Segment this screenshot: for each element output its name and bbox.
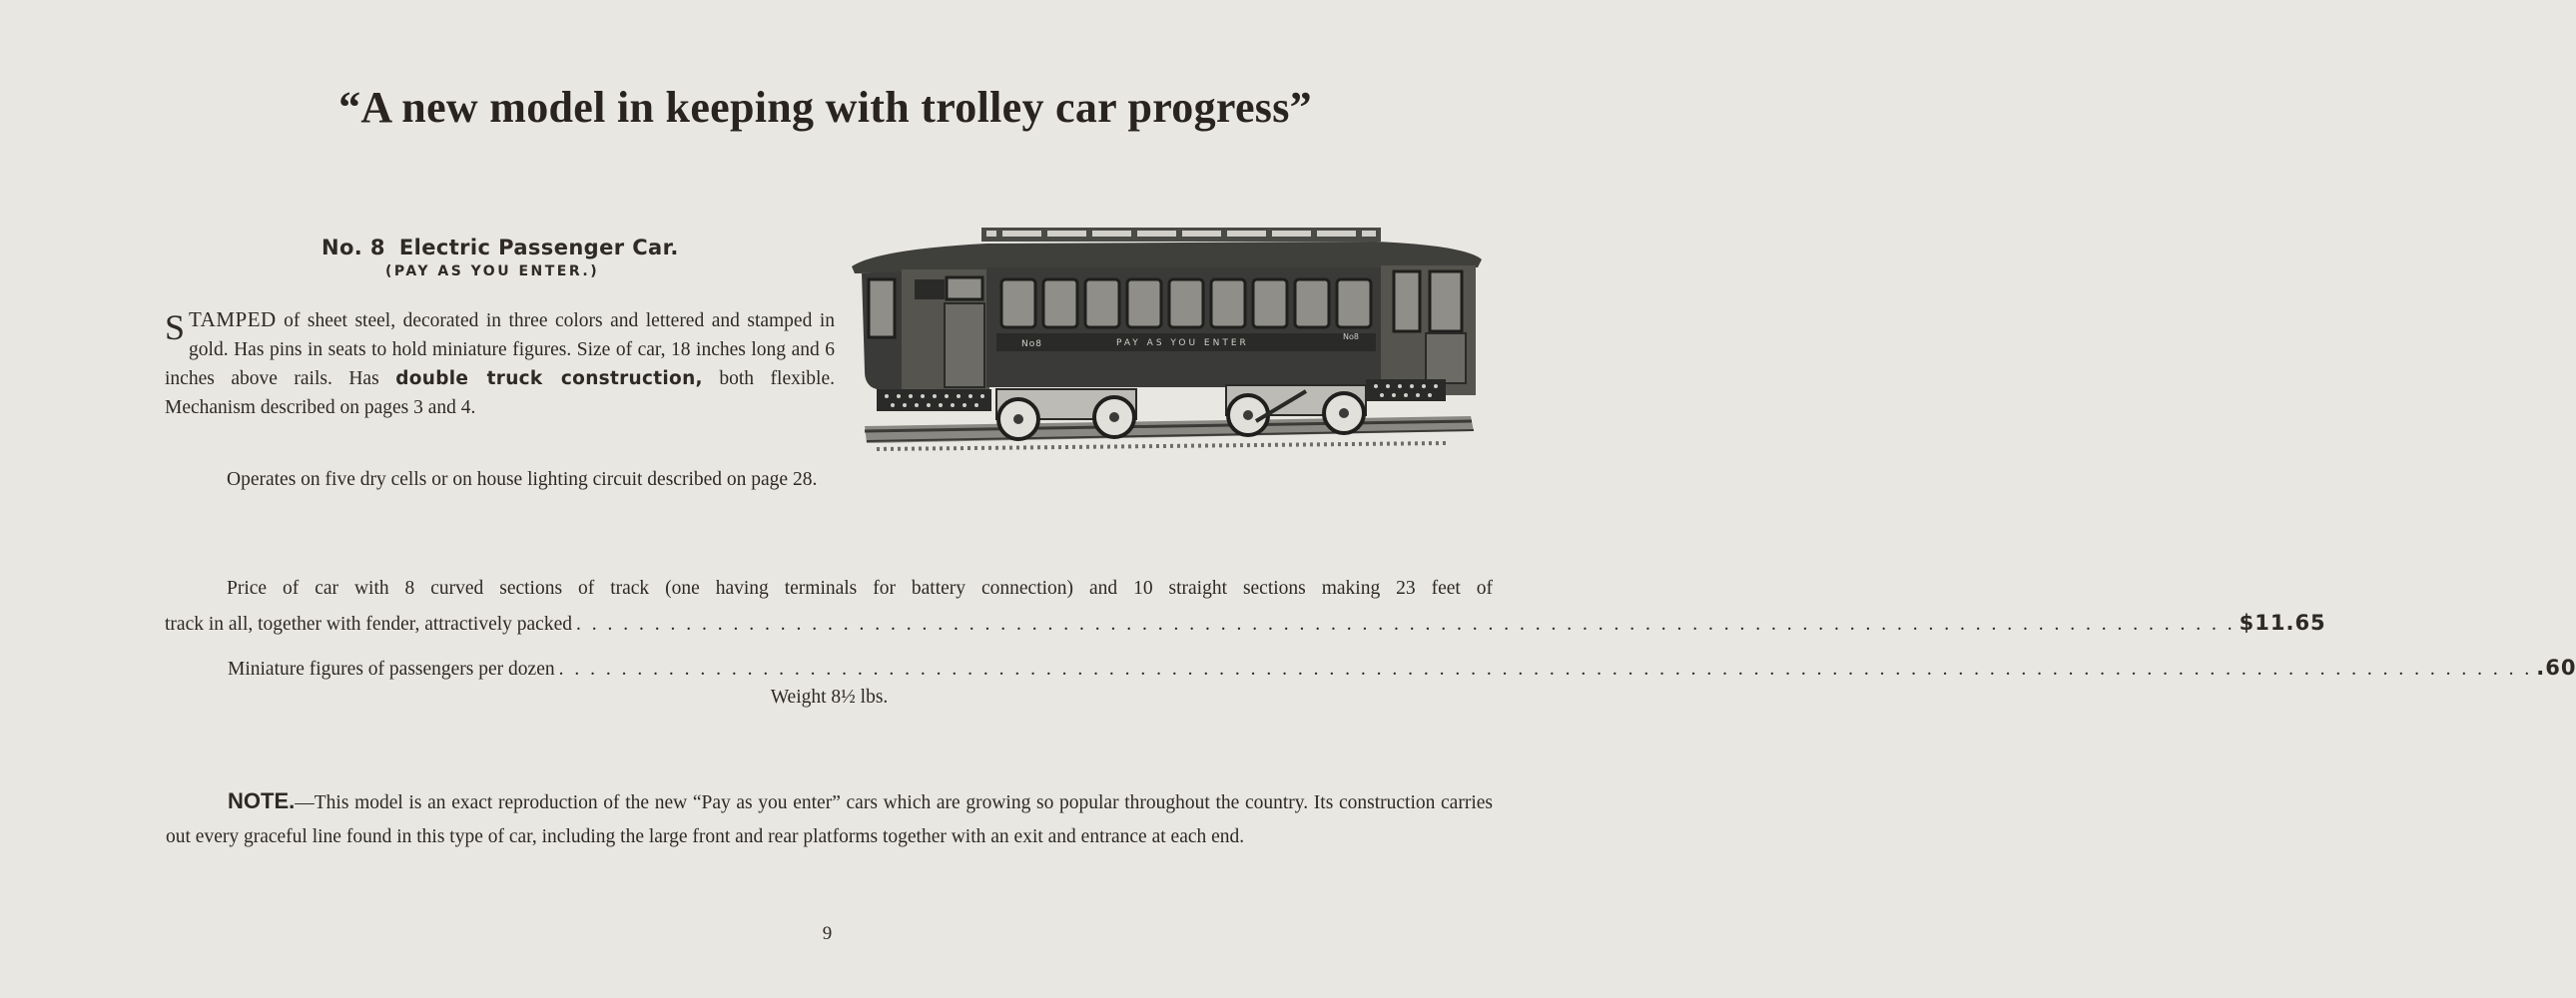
description-text-2: both flexible. Mechanism described on pages 3 and 4. bbox=[165, 368, 835, 418]
dot-leader: . . . . . . . . . . . . . . . . . . . . . . . . . . . . . . . . . . . . . . . . . . . . . . . . . . . . . . . . . . . . . . . . . . . . . . . . . . . . . . . . . . . . . . . . . . . . . . . . . . . . . . . . . . bbox=[576, 614, 2236, 635]
car-price-block bbox=[165, 571, 2326, 642]
figures-price-block bbox=[228, 651, 2576, 687]
drop-cap: S bbox=[165, 307, 186, 347]
description-paragraph bbox=[165, 305, 835, 422]
car-number-left: No8 bbox=[1021, 339, 1042, 349]
figures-price-row bbox=[228, 651, 2576, 687]
note-paragraph bbox=[166, 784, 1493, 854]
figures-price: .60 bbox=[2536, 656, 2576, 680]
product-heading bbox=[322, 236, 679, 259]
car-price-line-1: Price of car with 8 curved sections of track (one having terminals for battery connection) and 10 straight sections making 23 feet of bbox=[227, 578, 1493, 599]
car-price: $11.65 bbox=[2239, 611, 2326, 635]
description-bold: double truck construction, bbox=[395, 368, 703, 389]
product-subtitle: (PAY AS YOU ENTER.) bbox=[385, 263, 600, 279]
power-paragraph: Operates on five dry cells or on house lighting circuit described on page 28. bbox=[227, 469, 818, 490]
figures-label: Miniature figures of passengers per dozen bbox=[228, 659, 555, 680]
dot-leader: . . . . . . . . . . . . . . . . . . . . . . . . . . . . . . . . . . . . . . . . . . . . . . . . . . . . . . . . . . . . . . . . . . . . . . . . . . . . . . . . . . . . . . . . . . . . . . . . . . . . . . . . . . . . . . . . . . . . . . . . . . . . . . bbox=[558, 659, 2533, 680]
note-label: NOTE. bbox=[228, 788, 296, 813]
car-number-right: No8 bbox=[1343, 332, 1359, 341]
trolley-car-illustration bbox=[847, 222, 1486, 479]
note-text: —This model is an exact reproduction of the new “Pay as you enter” cars which are growing so popular throughout the country. Its construction carries out every graceful line found in this type of car, including the large front and rear platforms together with an exit and entrance at each end. bbox=[166, 792, 1493, 847]
page-number: 9 bbox=[822, 923, 833, 944]
track bbox=[865, 416, 1474, 449]
description-text-1: of sheet steel, decorated in three colors and lettered and stamped in gold. Has pins in seats to hold miniature figures. Size of car, 18 inches long and 6 inches above rails. Has bbox=[165, 310, 835, 389]
page-title: “A new model in keeping with trolley car progress” bbox=[338, 83, 1312, 132]
car-sign: PAY AS YOU ENTER bbox=[1116, 338, 1249, 348]
weight: Weight 8½ lbs. bbox=[770, 687, 889, 708]
product-number: No. 8 bbox=[322, 236, 385, 259]
car-price-line-2: track in all, together with fender, attractively packed bbox=[165, 614, 572, 635]
drop-cap-word: TAMPED bbox=[189, 307, 277, 331]
product-name: Electric Passenger Car. bbox=[398, 236, 679, 259]
car-price-row bbox=[165, 606, 2326, 642]
